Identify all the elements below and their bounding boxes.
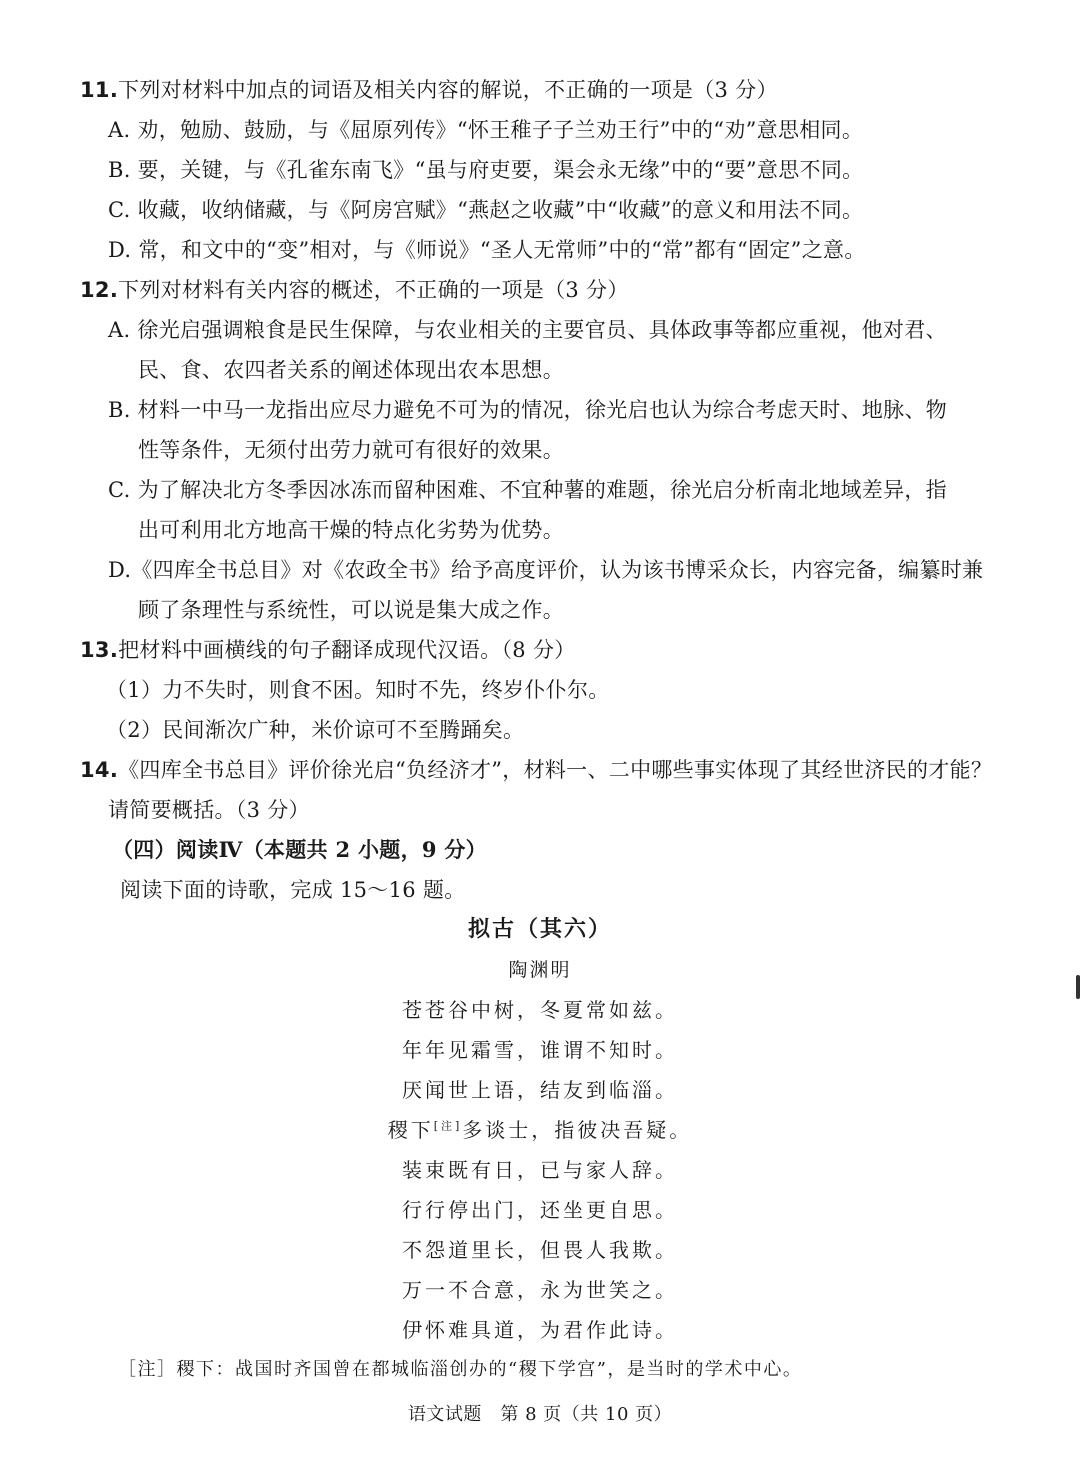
- section-heading: （四）阅读Ⅳ（本题共 2 小题，9 分）: [112, 837, 487, 862]
- poem-title: 拟古（其六）: [467, 916, 612, 942]
- question-text: 下列对材料中加点的词语及相关内容的解说，不正确的一项是（3 分）: [118, 78, 778, 102]
- poem-line: 不怨道里长，但畏人我欺。: [402, 1238, 678, 1262]
- question-number: 14.: [80, 758, 119, 782]
- option-12-a-line1: A. 徐光启强调粮食是民生保障，与农业相关的主要官员、具体政事等都应重视，他对君、: [108, 318, 947, 342]
- question-text: 《四库全书总目》评价徐光启“负经济才”，材料一、二中哪些事实体现了其经世济民的才能？: [118, 758, 993, 782]
- option-11-d: D. 常，和文中的“变”相对，与《师说》“圣人无常师”中的“常”都有“固定”之意。: [108, 238, 866, 262]
- poem-line: 苍苍谷中树，冬夏常如兹。: [402, 998, 678, 1022]
- poem-line-start: 稷下: [387, 1118, 434, 1142]
- poem-author: 陶渊明: [508, 959, 572, 981]
- translation-item-1: （1）力不失时，则食不困。知时不先，终岁仆仆尔。: [106, 678, 610, 702]
- question-14-stem: [80, 756, 992, 784]
- question-number: 12.: [80, 278, 119, 302]
- poem-line: 行行停出门，还坐更自思。: [402, 1198, 678, 1222]
- poem-footnote: ［注］稷下：战国时齐国曾在都城临淄创办的“稷下学宫”，是当时的学术中心。: [118, 1359, 803, 1380]
- option-12-d-line1: D.《四库全书总目》对《农政全书》给予高度评价，认为该书博采众长，内容完备，编纂时兼: [108, 558, 984, 582]
- question-number: 13.: [80, 638, 119, 662]
- question-text: 下列对材料有关内容的概述，不正确的一项是（3 分）: [118, 278, 629, 302]
- option-11-a: A. 劝，勉励、鼓励，与《屈原列传》“怀王稚子子兰劝王行”中的“劝”意思相同。: [108, 118, 864, 142]
- question-text: 把材料中画横线的句子翻译成现代汉语。（8 分）: [118, 638, 576, 662]
- question-11-stem: [80, 76, 778, 104]
- option-11-b: B. 要，关键，与《孔雀东南飞》“虽与府吏要，渠会永无缘”中的“要”意思不同。: [108, 158, 864, 182]
- poem-line-with-note: [0, 1116, 1080, 1144]
- poem-line: 年年见霜雪，谁谓不知时。: [402, 1038, 678, 1062]
- option-12-b-line1: B. 材料一中马一龙指出应尽力避免不可为的情况，徐光启也认为综合考虑天时、地脉、物: [108, 398, 948, 422]
- poem-line: 伊怀难具道，为君作此诗。: [402, 1318, 678, 1342]
- poem-line: 装束既有日，已与家人辞。: [402, 1158, 678, 1182]
- option-11-c: C. 收藏，收纳储藏，与《阿房宫赋》“燕赵之收藏”中“收藏”的意义和用法不同。: [108, 198, 864, 222]
- poem-line: 厌闻世上语，结友到临淄。: [402, 1078, 678, 1102]
- option-12-c-line2: 出可利用北方地高干燥的特点化劣势为优势。: [138, 518, 564, 542]
- option-12-d-line2: 顾了条理性与系统性，可以说是集大成之作。: [138, 598, 564, 622]
- option-12-c-line1: C. 为了解决北方冬季因冰冻而留种困难、不宜种薯的难题，徐光启分析南北地域差异，指: [108, 478, 947, 502]
- question-12-stem: [80, 276, 629, 304]
- note-marker: [注]: [433, 1119, 463, 1133]
- option-12-a-line2: 民、食、农四者关系的阐述体现出农本思想。: [138, 358, 564, 382]
- section-instruction: 阅读下面的诗歌，完成 15～16 题。: [120, 878, 466, 902]
- page-footer: 语文试题 第 8 页（共 10 页）: [407, 1404, 673, 1425]
- option-12-b-line2: 性等条件，无须付出劳力就可有很好的效果。: [138, 438, 564, 462]
- question-number: 11.: [80, 78, 119, 102]
- poem-line-end: 多谈士，指彼决吾疑。: [462, 1118, 693, 1142]
- question-13-stem: [80, 636, 576, 664]
- scan-edge-mark: [1076, 975, 1080, 999]
- translation-item-2: （2）民间渐次广种，米价谅可不至腾踊矣。: [106, 718, 525, 742]
- question-14-stem-line2: 请简要概括。（3 分）: [108, 798, 310, 822]
- poem-line: 万一不合意，永为世笑之。: [402, 1278, 678, 1302]
